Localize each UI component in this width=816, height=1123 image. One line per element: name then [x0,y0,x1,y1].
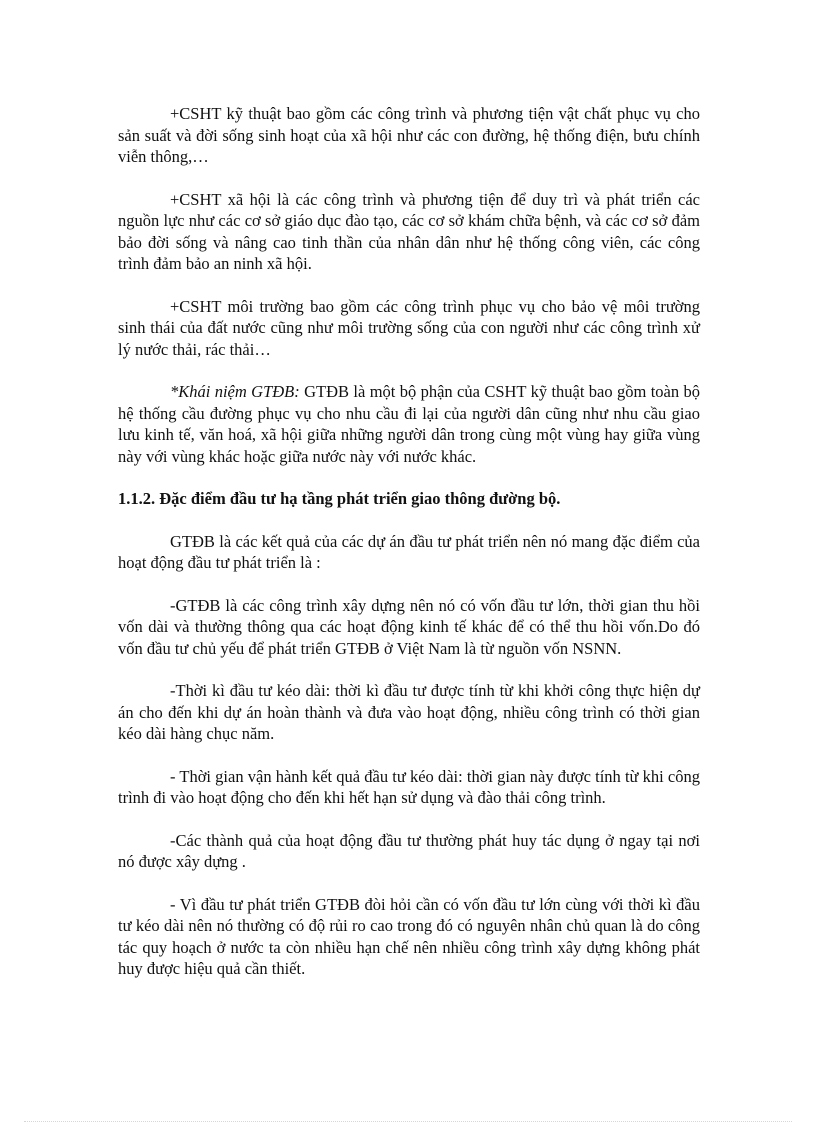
paragraph-thoi-gian-van-hanh: - Thời gian vận hành kết quả đầu tư kéo dài: thời gian này được tính từ khi công trình đi vào hoạt động cho đến khi hết hạn sử dụng và đào thải công trình. [118,766,700,807]
paragraph-rui-ro: - Vì đầu tư phát triển GTĐB đòi hỏi cần có vốn đầu tư lớn cùng với thời kì đầu tư kéo dài nên nó thường có độ rủi ro cao trong đó có nguyên nhân chủ quan là do công tác quy hoạch ở nước ta còn nhiều hạn chế nên nhiều công trình xây dựng không phát huy được hiệu quả cần thiết. [118,894,700,978]
paragraph-gtdb-ket-qua: GTĐB là các kết quả của các dự án đầu tư phát triển nên nó mang đặc điểm của hoạt động đầu tư phát triển là : [118,531,700,572]
paragraph-von-dau-tu-lon: -GTĐB là các công trình xây dựng nên nó có vốn đầu tư lớn, thời gian thu hồi vốn dài và thường thông qua các hoạt động kinh tế khác để có thể thu hồi vốn.Do đó vốn đầu tư chủ yếu để phát triển GTĐB ở Việt Nam là từ nguồn vốn NSNN. [118,595,700,658]
paragraph-csht-ky-thuat: +CSHT kỹ thuật bao gồm các công trình và phương tiện vật chất phục vụ cho sản suất và đời sống sinh hoạt của xã hội như các con đường, hệ thống điện, bưu chính viễn thông,… [118,104,700,166]
document-body [118,103,700,1001]
concept-lead: *Khái niệm GTĐB: [170,382,300,401]
paragraph-csht-moi-truong: +CSHT môi trường bao gồm các công trình phục vụ cho bảo vệ môi trường sinh thái của đất nước cũng như môi trường sống của con người như các công trình xử lý nước thải, rác thải… [118,296,700,359]
paragraph-thoi-ki-dau-tu: -Thời kì đầu tư kéo dài: thời kì đầu tư được tính từ khi khởi công thực hiện dự án cho đến khi dự án hoàn thành và đưa vào hoạt động, nhiều công trình có thời gian kéo dài hàng chục năm. [118,681,700,743]
page-bottom-divider [24,1121,792,1122]
concept-text: GTĐB là một bộ phận của CSHT kỹ thuật bao gồm toàn bộ hệ thống cầu đường phục vụ cho nhu cầu đi lại của người dân cũng như nhu cầu giao lưu kinh tế, văn hoá, xã hội giữa những người dân trong cùng một vùng hay giữa vùng này với vùng khác hoặc giữa nước này với nước khác. [118,382,700,466]
section-heading: 1.1.2. Đặc điểm đầu tư hạ tầng phát triển giao thông đường bộ. [118,489,561,508]
paragraph-csht-xa-hoi: +CSHT xã hội là các công trình và phương tiện để duy trì và phát triển các nguồn lực như các cơ sở giáo dục đào tạo, các cơ sở khám chữa bệnh, và các cơ sở đảm bảo đời sống và nâng cao tinh thần của nhân dân như hệ thống công viên, các công trình đảm bảo an ninh xã hội. [118,189,700,273]
paragraph-thanh-qua: -Các thành quả của hoạt động đầu tư thường phát huy tác dụng ở ngay tại nơi nó được xây dựng . [118,830,700,871]
paragraph-khai-niem-gtdb [118,381,700,467]
